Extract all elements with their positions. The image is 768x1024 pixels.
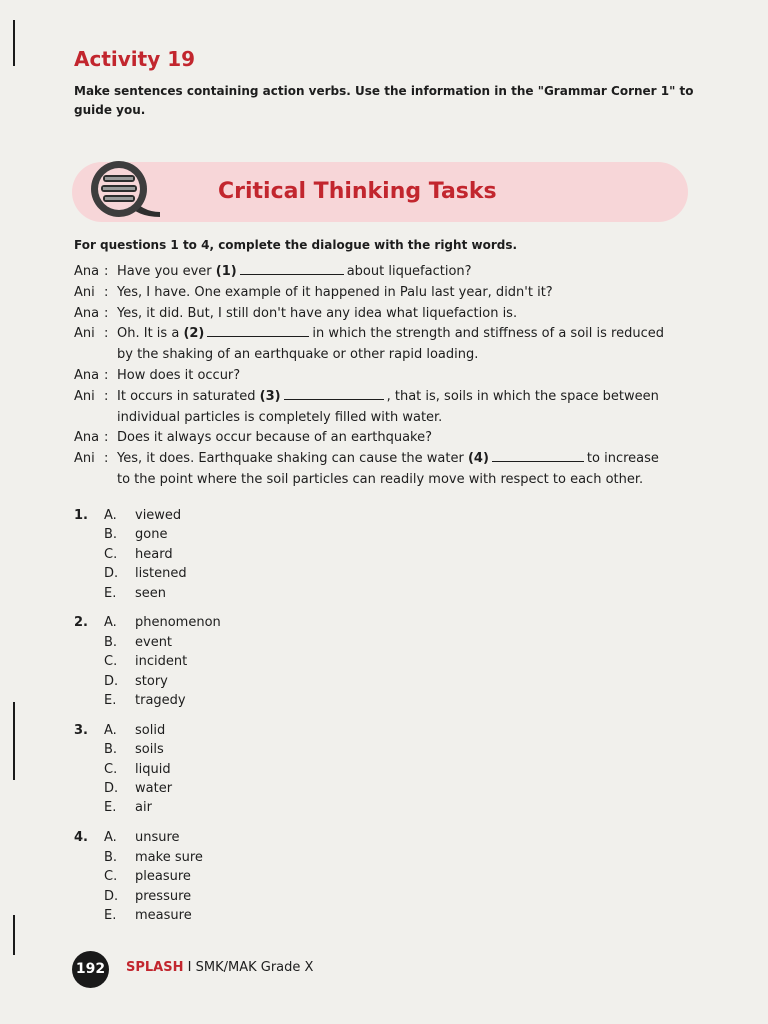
dialogue-line: Ani : Yes, I have. One example of it happened in Palu last year, didn't it? xyxy=(74,283,694,304)
option-letter: B. xyxy=(104,742,118,758)
dialogue-line: Ani : Yes, it does. Earthquake shaking can cause the water (4) to increase to the point where the soil particles can readily move with respect to each other. xyxy=(74,451,659,487)
option-text: seen xyxy=(135,585,167,601)
option-text: event xyxy=(135,634,173,650)
answer-blank xyxy=(284,388,384,400)
answer-blank xyxy=(492,450,584,462)
option-letter: D. xyxy=(104,888,119,904)
dialogue-line: Ana : Yes, it did. But, I still don't have any idea what liquefaction is. xyxy=(74,304,694,325)
option-letter: A. xyxy=(104,508,117,523)
option-text: incident xyxy=(135,654,188,670)
option-letter: B. xyxy=(104,527,118,543)
option-text: air xyxy=(135,800,152,816)
line-text: How does it occur? xyxy=(117,367,241,383)
option-text: heard xyxy=(135,546,173,562)
dialogue-line: Ana : How does it occur? xyxy=(74,366,694,387)
speaker-name: Ana xyxy=(74,430,100,446)
section-title: Critical Thinking Tasks xyxy=(218,179,497,204)
answer-blank xyxy=(240,263,344,275)
dialogue-line: Ani : It occurs in saturated (3) , that is, soils in which the space between individual particles is completely filled with water. xyxy=(74,388,659,425)
line-text: Oh. It is a xyxy=(117,326,180,342)
speaker-name: Ana xyxy=(74,264,100,279)
option-text: make sure xyxy=(135,849,203,865)
speaker-name: Ani xyxy=(74,388,95,404)
line-text: It occurs in saturated xyxy=(117,388,256,404)
option-text: tragedy xyxy=(135,693,186,709)
option-text: story xyxy=(135,673,168,689)
option-letter: E. xyxy=(104,800,117,816)
line-text: to the point where the soil particles can readily move with respect to each other. xyxy=(117,471,644,487)
question-number: 1. xyxy=(74,508,88,523)
option-letter: D. xyxy=(104,781,119,797)
scan-edge-mark xyxy=(13,915,15,955)
activity-instruction: Make sentences containing action verbs. Use the information in the "Grammar Corner 1" to guide you. xyxy=(74,84,694,117)
footer-text xyxy=(126,960,313,975)
line-text: to increase xyxy=(586,451,659,467)
option-letter: D. xyxy=(104,673,119,689)
line-text: by the shaking of an earthquake or other rapid loading. xyxy=(117,347,479,363)
book-brand: SPLASH xyxy=(126,960,184,975)
option-text: water xyxy=(135,781,173,797)
book-course: SMK/MAK Grade X xyxy=(195,960,314,975)
page-number-badge: 192 xyxy=(72,951,109,988)
option-letter: B. xyxy=(104,849,118,865)
speaker-name: Ani xyxy=(74,451,95,467)
question-number: 2. xyxy=(74,615,88,631)
line-text: individual particles is completely filled with water. xyxy=(117,409,443,425)
option-letter: D. xyxy=(104,566,119,582)
speaker-name: Ana xyxy=(74,367,100,383)
line-text: Does it always occur because of an earthquake? xyxy=(117,430,433,446)
question-number: 4. xyxy=(74,830,88,846)
line-text: Yes, it does. Earthquake shaking can cause the water xyxy=(117,451,464,467)
blank-number: (2) xyxy=(183,326,205,342)
book-stack-magnifier-icon xyxy=(86,160,162,220)
option-letter: C. xyxy=(104,546,118,562)
speaker-name: Ani xyxy=(74,326,95,342)
option-letter: A. xyxy=(104,615,117,631)
question-number: 3. xyxy=(74,722,88,738)
option-text: viewed xyxy=(135,508,182,523)
speaker-name: Ana xyxy=(74,305,100,321)
line-text: Yes, it did. But, I still don't have any idea what liquefaction is. xyxy=(117,305,518,321)
option-text: measure xyxy=(135,907,192,923)
scan-edge-mark xyxy=(13,20,15,66)
dialogue-line: Ana : Does it always occur because of an earthquake? xyxy=(74,428,694,449)
option-text: phenomenon xyxy=(135,615,221,631)
speaker-name: Ani xyxy=(74,284,95,300)
option-letter: C. xyxy=(104,869,118,885)
option-letter: A. xyxy=(104,830,117,846)
option-text: liquid xyxy=(135,761,171,777)
option-letter: E. xyxy=(104,693,117,709)
dialogue-line: Ani : Oh. It is a (2) in which the strength and stiffness of a soil is reduced by the shaking of an earthquake or other rapid loading. xyxy=(74,326,664,363)
line-text: Yes, I have. One example of it happened in Palu last year, didn't it? xyxy=(117,284,553,300)
option-letter: A. xyxy=(104,722,117,738)
option-letter: B. xyxy=(104,634,118,650)
activity-title: Activity 19 xyxy=(74,47,196,71)
line-text: about liquefaction? xyxy=(346,264,472,279)
line-text: , that is, soils in which the space between xyxy=(386,388,659,404)
question-intro: For questions 1 to 4, complete the dialogue with the right words. xyxy=(74,238,518,252)
option-letter: C. xyxy=(104,654,118,670)
option-text: gone xyxy=(135,527,168,543)
dialogue-line: Ana : Have you ever (1) about liquefaction? xyxy=(74,262,694,283)
blank-number: (4) xyxy=(467,451,489,467)
option-text: unsure xyxy=(135,830,180,846)
option-text: solid xyxy=(135,722,166,738)
dialogue xyxy=(74,262,694,491)
line-text: Have you ever xyxy=(117,264,212,279)
scan-edge-mark xyxy=(13,702,15,780)
blank-number: (3) xyxy=(259,388,281,404)
option-text: pleasure xyxy=(135,869,191,885)
option-letter: E. xyxy=(104,585,117,601)
line-text: in which the strength and stiffness of a soil is reduced xyxy=(312,326,664,342)
option-text: pressure xyxy=(135,888,192,904)
answer-blank xyxy=(207,325,309,337)
footer-separator: I xyxy=(187,960,192,975)
option-letter: C. xyxy=(104,761,118,777)
option-letter: E. xyxy=(104,907,117,923)
blank-number: (1) xyxy=(215,264,237,279)
option-text: listened xyxy=(135,566,187,582)
option-text: soils xyxy=(135,742,164,758)
